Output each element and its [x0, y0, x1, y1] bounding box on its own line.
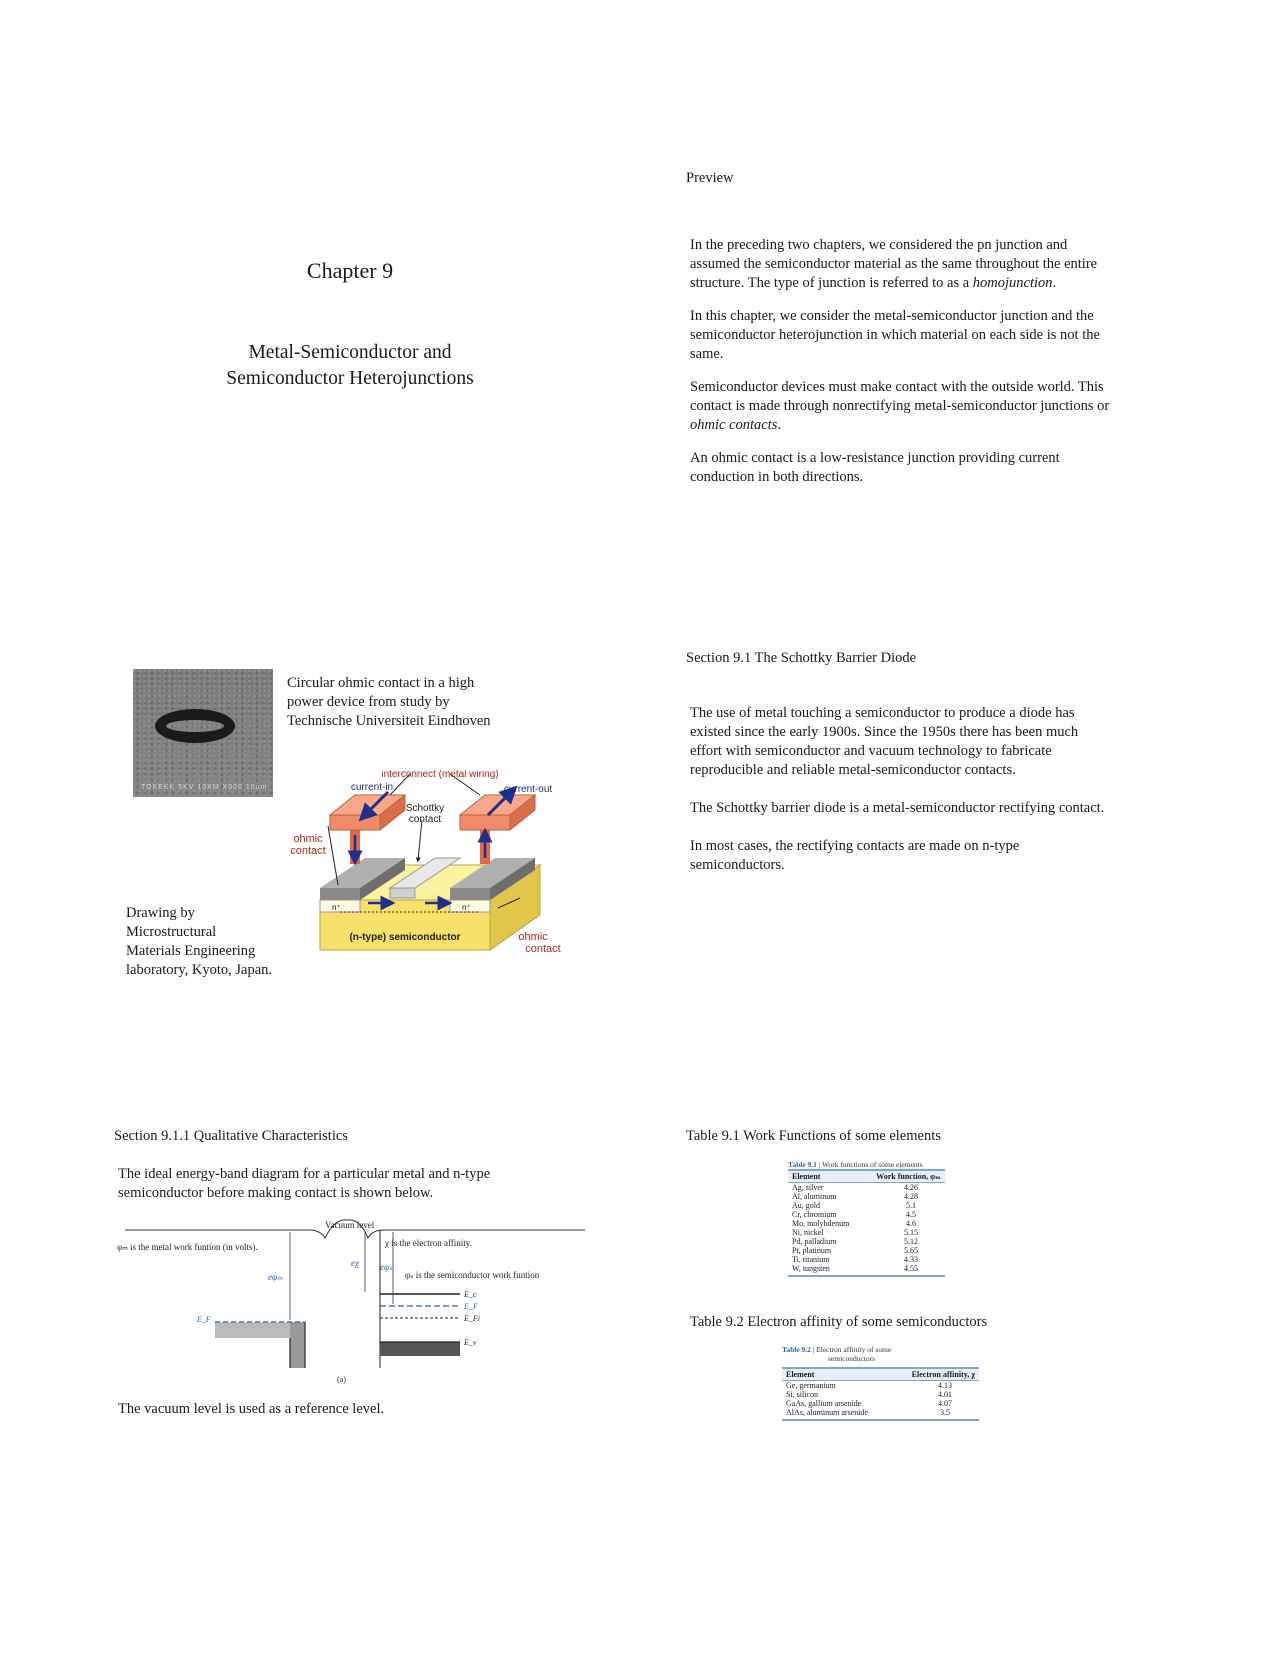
sem-scale-bar: TOKEKK 5KV 10KM X000 10um	[141, 784, 268, 791]
slide-title: Section 9.1 The Schottky Barrier Diode	[686, 650, 917, 666]
element-cell: Ni, nickel	[792, 1228, 824, 1237]
ev-label: E_v	[464, 1338, 477, 1347]
label-current-in: current-in	[350, 782, 394, 793]
table-caption: Table 9.1 | Work functions of some elements	[788, 1160, 923, 1169]
credit-line: laboratory, Kyoto, Japan.	[126, 962, 273, 978]
efi-label: E_Fi	[464, 1314, 480, 1323]
subtitle-line-2: Semiconductor Heterojunctions	[226, 368, 474, 389]
table-row	[788, 1210, 945, 1219]
element-cell: Al, aluminum	[792, 1192, 837, 1201]
element-cell: Ag, silver	[792, 1183, 824, 1192]
work-function-table	[788, 1160, 945, 1277]
chapter-title: Chapter 9	[306, 258, 394, 283]
label-schottky-line1: Schottky	[405, 803, 445, 814]
label-current-out: current-out	[503, 784, 553, 795]
ohmic-contact-ring	[155, 709, 235, 743]
paragraph-line: The use of metal touching a semiconductor to produce a diode has	[690, 705, 1075, 721]
table-row	[788, 1228, 945, 1237]
ef-label: E_F	[464, 1302, 478, 1311]
credit-line: Drawing by	[126, 905, 195, 921]
drawing-credit	[126, 904, 306, 980]
schottky-device-diagram	[280, 770, 590, 970]
table-body	[788, 1183, 945, 1277]
label-n-type-semiconductor: (n-type) semiconductor	[349, 932, 461, 943]
value-cell: 4.28	[904, 1192, 918, 1201]
value-cell: 4.07	[938, 1399, 952, 1408]
electron-affinity-table	[782, 1345, 979, 1421]
ec-label: E_c	[464, 1290, 477, 1299]
paragraph-line: assumed the semiconductor material as the same throughout the entire	[690, 256, 1098, 272]
slide-title: Preview	[686, 170, 734, 186]
paragraph-line: ohmic contacts.	[690, 417, 782, 433]
paragraph-line: In the preceding two chapters, we considered the pn junction and	[690, 237, 1068, 253]
element-cell: Ge, germanium	[786, 1381, 836, 1390]
chi-note: χ is the electron affinity.	[385, 1238, 472, 1248]
caption-line: power device from study by	[287, 694, 450, 710]
value-cell: 4.6	[906, 1219, 916, 1228]
value-cell: 4.13	[938, 1381, 952, 1390]
paragraph-line: In most cases, the rectifying contacts are made on n-type	[690, 838, 1020, 854]
slide-closing	[118, 1400, 384, 1419]
element-cell: Mo, molybdenum	[792, 1219, 850, 1228]
table-row	[788, 1264, 945, 1273]
value-cell: 3.5	[940, 1408, 950, 1417]
element-cell: Si, silicon	[786, 1390, 819, 1399]
paragraph-line: semiconductor heterojunction in which material on each side is not the	[690, 327, 1100, 343]
table-row	[788, 1192, 945, 1201]
slide-body	[690, 704, 1190, 875]
table-caption: Table 9.2 | Electron affinity of some semiconductors	[782, 1345, 892, 1363]
schottky-pointer	[418, 820, 422, 860]
metal-pad-right-front	[460, 815, 510, 830]
value-cell: 4.01	[938, 1390, 952, 1399]
paragraph-line: same.	[690, 346, 724, 362]
paragraph-line: An ohmic contact is a low-resistance junction providing current	[690, 450, 1060, 466]
table-row	[782, 1399, 979, 1408]
table-row	[788, 1246, 945, 1255]
value-cell: 5.15	[904, 1228, 918, 1237]
element-cell: Pt, platinum	[792, 1246, 832, 1255]
table-row	[788, 1255, 945, 1264]
paragraph-line: semiconductors.	[690, 857, 785, 873]
ohmic-contact-right-front	[450, 888, 490, 900]
label-ohmic-right-line1: ohmic	[518, 931, 548, 943]
paragraph-line: existed since the early 1900s. Since the 1950s there has been much	[690, 724, 1079, 740]
element-cell: AlAs, aluminum arsenide	[786, 1408, 868, 1417]
e-phi-s-label: eφₛ	[380, 1262, 393, 1272]
element-cell: Au, gold	[792, 1201, 820, 1210]
caption-line: Circular ohmic contact in a high	[287, 675, 475, 691]
value-cell: 4.26	[904, 1183, 918, 1192]
table-row	[788, 1183, 945, 1192]
slide-body	[690, 236, 1190, 487]
element-cell: Cr, chromium	[792, 1210, 837, 1219]
label-ohmic-left-line1: ohmic	[293, 833, 323, 845]
valence-band	[380, 1342, 460, 1356]
value-cell: 5.65	[904, 1246, 918, 1255]
paragraph-line: The Schottky barrier diode is a metal-semiconductor rectifying contact.	[690, 800, 1105, 816]
table-row	[782, 1381, 979, 1390]
slide-intro	[118, 1165, 618, 1203]
ohmic-contact-left-front	[320, 888, 360, 900]
element-cell: Ti, titanium	[792, 1255, 830, 1264]
energy-band-diagram	[115, 1218, 605, 1388]
paragraph-line: effort with semiconductor and vacuum technology to fabricate	[690, 743, 1052, 759]
credit-line: Materials Engineering	[126, 943, 256, 959]
table-row	[788, 1219, 945, 1228]
caption-line: Technische Universiteit Eindhoven	[287, 713, 491, 729]
paragraph-line: In this chapter, we consider the metal-semiconductor junction and the	[690, 308, 1094, 324]
label-schottky-line2: contact	[408, 814, 442, 825]
paragraph-line: structure. The type of junction is referred to as a homojunction.	[690, 275, 1057, 291]
subtitle-line-1: Metal-Semiconductor and	[248, 342, 452, 363]
chapter-subtitle	[150, 340, 550, 392]
subfigure-label: (a)	[337, 1375, 346, 1384]
e-chi-label: eχ	[351, 1258, 359, 1268]
metal-ef-label: E_F	[197, 1315, 211, 1324]
table-row	[782, 1408, 979, 1417]
emphasis-homojunction: homojunction	[972, 275, 1053, 291]
label-n-plus-right: n⁺	[462, 903, 471, 912]
paragraph-line: conduction in both directions.	[690, 469, 864, 485]
slide-subtitle: Table 9.2 Electron affinity of some semiconductors	[690, 1314, 988, 1330]
label-n-plus-left: n⁺	[332, 903, 341, 912]
table-body	[782, 1381, 979, 1421]
value-cell: 4.55	[904, 1264, 918, 1273]
metal-fermi-region	[215, 1322, 290, 1338]
table-header: Element Work function, φₘ	[788, 1169, 945, 1183]
table-row	[782, 1390, 979, 1399]
element-cell: W, tungsten	[792, 1264, 830, 1273]
table-row	[788, 1237, 945, 1246]
label-interconnect: interconnect (metal wiring)	[381, 770, 499, 780]
value-cell: 5.12	[904, 1237, 918, 1246]
slide-title: Section 9.1.1 Qualitative Characteristics	[114, 1128, 348, 1144]
metal-pad-left-front	[330, 815, 380, 830]
paragraph-line: reproducible and reliable metal-semiconductor contacts.	[690, 762, 1016, 778]
paragraph-line: The vacuum level is used as a reference level.	[118, 1401, 385, 1417]
table-header: Element Electron affinity, χ	[782, 1367, 979, 1381]
table-row	[788, 1201, 945, 1210]
paragraph-line: contact is made through nonrectifying metal-semiconductor junctions or	[690, 398, 1110, 414]
sem-micrograph	[133, 669, 273, 797]
paragraph-line: Semiconductor devices must make contact with the outside world. This	[690, 379, 1104, 395]
value-cell: 5.1	[906, 1201, 916, 1210]
emphasis-ohmic-contacts: ohmic contacts	[690, 417, 778, 433]
label-ohmic-right-line2: contact	[525, 943, 561, 955]
value-cell: 4.33	[904, 1255, 918, 1264]
vacuum-level-label: Vacuum level	[325, 1220, 375, 1230]
element-cell: GaAs, gallium arsenide	[786, 1399, 862, 1408]
slide-title: Table 9.1 Work Functions of some elements	[686, 1128, 941, 1144]
e-phi-m-label: eφₘ	[268, 1272, 283, 1282]
label-ohmic-left-line2: contact	[290, 845, 326, 857]
metal-block-edge	[290, 1322, 305, 1368]
credit-line: Microstructural	[126, 924, 217, 940]
element-cell: Pd, palladium	[792, 1237, 837, 1246]
sem-caption	[287, 674, 547, 731]
paragraph-line: The ideal energy-band diagram for a particular metal and n-type	[118, 1166, 491, 1182]
schottky-contact-front	[390, 888, 415, 898]
paragraph-line: semiconductor before making contact is shown below.	[118, 1185, 434, 1201]
value-cell: 4.5	[906, 1210, 916, 1219]
phi-s-note: φₛ is the semiconductor work funtion	[405, 1270, 540, 1280]
phi-m-note: φₘ is the metal work funtion (in volts).	[117, 1242, 258, 1252]
ohmic-left-pointer	[328, 826, 338, 885]
